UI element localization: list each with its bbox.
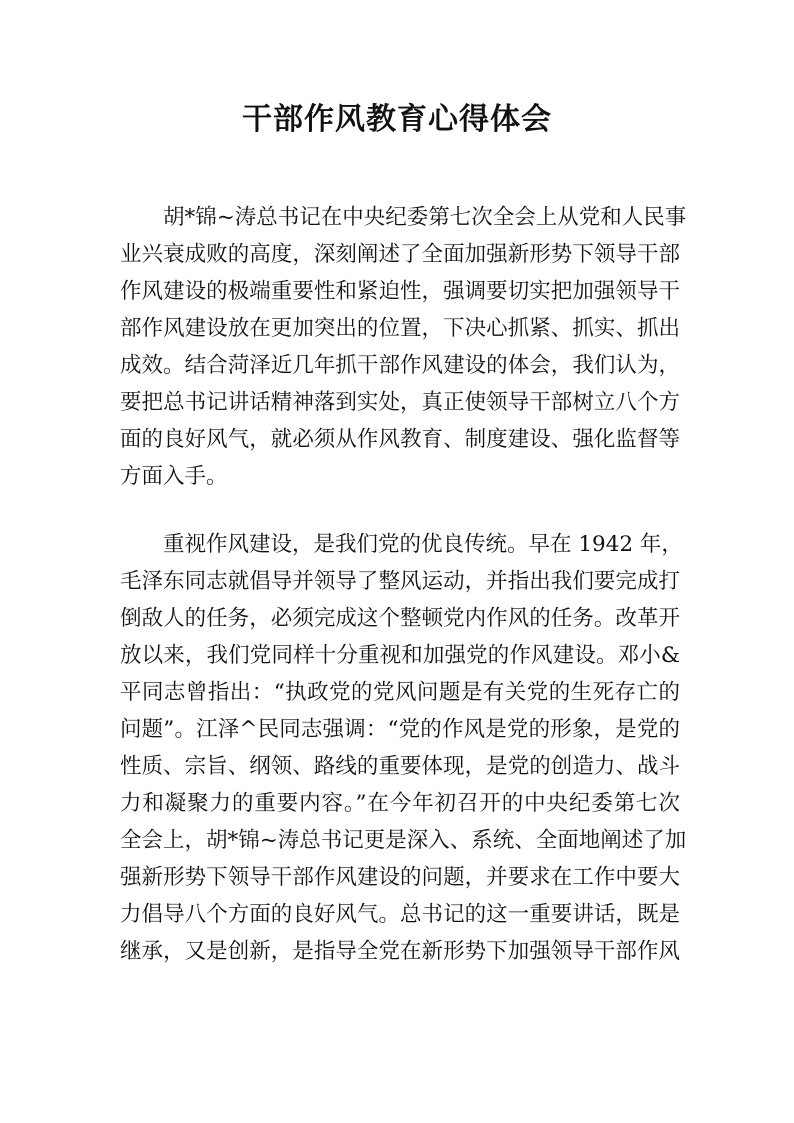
paragraph-line: 胡*锦~涛总书记在中央纪委第七次全会上从党和人民事 [163,205,687,230]
paragraph-line: 放以来，我们党同样十分重视和加强党的作风建设。邓小& [120,643,680,668]
paragraph-line: 毛泽东同志就倡导并领导了整风运动，并指出我们要完成打 [120,569,680,594]
paragraph-line: 强新形势下领导干部作风建设的问题，并要求在工作中要大 [120,865,680,890]
paragraph-line: 继承，又是创新，是指导全党在新形势下加强领导干部作风 [120,939,680,964]
paragraph-line: 平同志曾指出：“执政党的党风问题是有关党的生死存亡的 [120,680,680,705]
paragraph-line: 作风建设的极端重要性和紧迫性，强调要切实把加强领导干 [120,279,680,304]
paragraph-line: 方面入手。 [120,464,228,489]
paragraph-line: 全会上，胡*锦~涛总书记更是深入、系统、全面地阐述了加 [120,828,687,853]
paragraph-line: 部作风建设放在更加突出的位置，下决心抓紧、抓实、抓出 [120,316,680,341]
paragraph-line: 力和凝聚力的重要内容。”在今年初召开的中央纪委第七次 [120,791,680,816]
paragraph-line: 面的良好风气，就必须从作风教育、制度建设、强化监督等 [120,427,680,452]
paragraph-line: 力倡导八个方面的良好风气。总书记的这一重要讲话，既是 [120,902,680,927]
paragraph-line: 性质、宗旨、纲领、路线的重要体现，是党的创造力、战斗 [120,754,680,779]
paragraph-line: 要把总书记讲话精神落到实处，真正使领导干部树立八个方 [120,390,680,415]
paragraph-line: 问题”。江泽^民同志强调：“党的作风是党的形象，是党的 [120,717,680,742]
document-title: 干部作风教育心得体会 [242,102,552,137]
paragraph-line: 业兴衰成败的高度，深刻阐述了全面加强新形势下领导干部 [120,242,680,267]
paragraph-line: 倒敌人的任务，必须完成这个整顿党内作风的任务。改革开 [120,606,680,631]
paragraph-line: 成效。结合菏泽近几年抓干部作风建设的体会，我们认为， [120,353,680,378]
paragraph-line: 重视作风建设，是我们党的优良传统。早在 1942 年， [163,532,683,557]
